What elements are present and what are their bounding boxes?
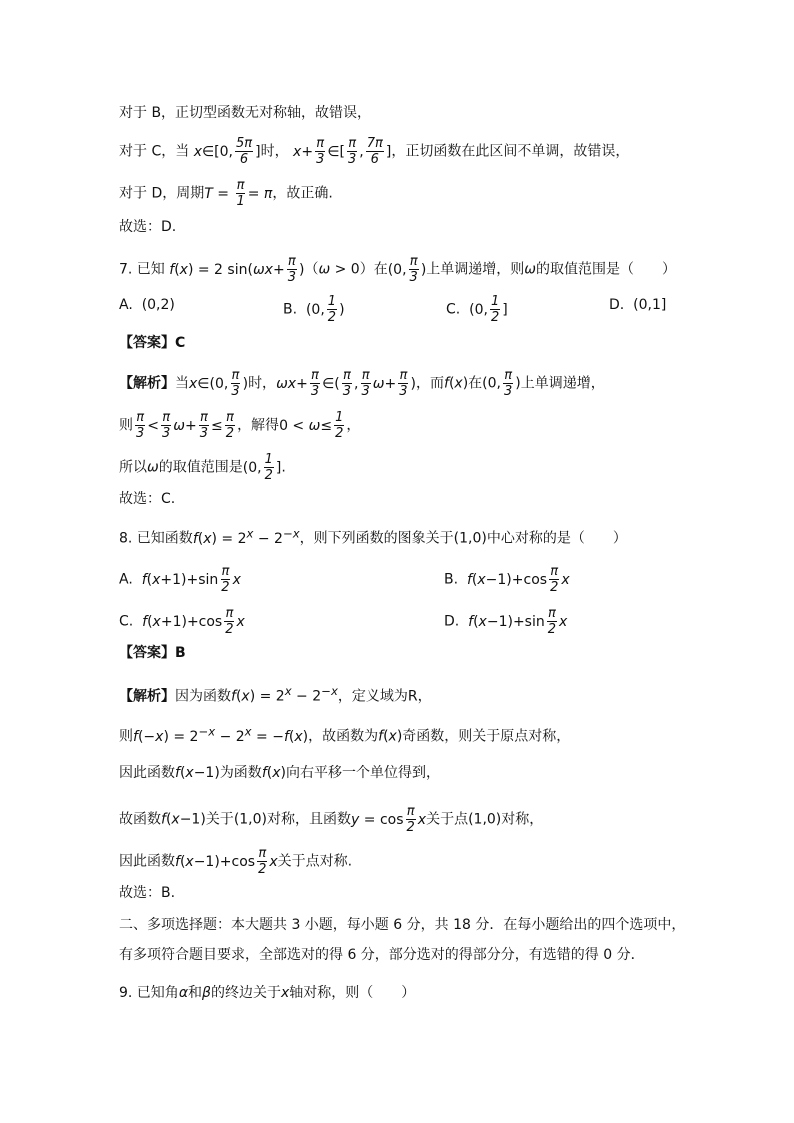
q8-answer: 【答案】B bbox=[119, 645, 186, 661]
math-x-in: x∈(0, $\frac{\pi}{3}$ ) bbox=[189, 368, 249, 399]
math-opt-a: f(x+1)+sin $\frac{\pi}{2}$ x bbox=[141, 564, 241, 595]
q7-analysis-1: 【解析】当x∈(0, $\frac{\pi}{3}$ )时，ωx+ $\frac{\pi}{3}$ ∈( $\frac{\pi}{3}$ , $\frac{\pi}{3}$ ω+ $\frac{\pi}{3}$ )，而f(x)在(0, $\frac{\pi}{3}$ )上单调递增， bbox=[119, 368, 605, 399]
q9-stem: 9. 已知角α和β的终边关于x轴对称，则（ ） bbox=[119, 985, 416, 1001]
q7-option-d: D. (0,1] bbox=[609, 297, 667, 313]
q8-choose: 故选：B. bbox=[119, 885, 176, 901]
q6-choose: 故选：D. bbox=[119, 219, 177, 235]
q6-line-c: 对于 C，当 x∈[0, $\frac{5\pi}{6}$ ]时， x+ $\frac{\pi}{3}$ ∈[ $\frac{\pi}{3}$ , $\frac{7\pi}{6}$ ]，正切函数在此区间不单调，故错误， bbox=[119, 136, 630, 167]
section-2-heading-line-1: 二、多项选择题：本大题共 3 小题，每小题 6 分，共 18 分．在每小题给出的四个选项中， bbox=[119, 917, 686, 933]
math-omega: ω bbox=[524, 261, 537, 278]
math-opt-b: (0, $\frac{1}{2}$ ) bbox=[305, 294, 345, 325]
math-x-in-interval: x∈[0, $\frac{5\pi}{6}$ ] bbox=[193, 136, 261, 167]
q7-option-a: A. (0,2) bbox=[119, 297, 175, 313]
math-x-plus-pi3: x+ $\frac{\pi}{3}$ ∈[ $\frac{\pi}{3}$ , $\frac{7\pi}{6}$ ] bbox=[293, 136, 392, 167]
math-range: ωx+ $\frac{\pi}{3}$ ∈( $\frac{\pi}{3}$ , $\frac{\pi}{3}$ ω+ $\frac{\pi}{3}$ ) bbox=[276, 368, 416, 399]
q8-option-c: C. f(x+1)+cos $\frac{\pi}{2}$ x bbox=[119, 606, 245, 637]
q8-option-b: B. f(x−1)+cos $\frac{\pi}{2}$ x bbox=[444, 564, 570, 595]
q7-analysis-2: 则 $\frac{\pi}{3}$ < $\frac{\pi}{3}$ ω+ $\frac{\pi}{3}$ ≤ $\frac{\pi}{2}$ ，解得0 < ω≤ $\frac{1}{2}$ ， bbox=[119, 410, 361, 441]
q7-choose: 故选：C. bbox=[119, 491, 176, 507]
math-f-def: f(x) = 2 sin(ωx+ $\frac{\pi}{3}$ ) bbox=[169, 254, 305, 285]
q8-analysis-4: 故函数f(x−1)关于(1,0)对称，且函数y = cos $\frac{\pi}{2}$ x关于点(1,0)对称， bbox=[119, 804, 544, 835]
math-omega-pos: ω > 0 bbox=[318, 261, 360, 278]
q8-analysis-2: 则$f(-x) = 2^{-x} - 2^x = -f(x)$，故函数为f(x)奇函数，则关于原点对称， bbox=[119, 724, 571, 745]
q7-analysis-3: 所以ω的取值范围是(0, $\frac{1}{2}$ ]. bbox=[119, 452, 286, 483]
math-interval: (0, $\frac{\pi}{3}$ ) bbox=[387, 254, 427, 285]
q8-stem: 8. 已知函数$f(x) = 2^x - 2^{-x}$，则下列函数的图象关于(1,0)中心对称的是（ ） bbox=[119, 526, 627, 547]
math-odd: $f(-x) = 2^{-x} - 2^x = -f(x)$ bbox=[133, 724, 309, 745]
q8-option-a: A. f(x+1)+sin $\frac{\pi}{2}$ x bbox=[119, 564, 241, 595]
q8-option-d: D. f(x−1)+sin $\frac{\pi}{2}$ x bbox=[444, 606, 568, 637]
q7-answer: 【答案】C bbox=[119, 335, 186, 351]
math-cos: y = cos $\frac{\pi}{2}$ x bbox=[351, 804, 427, 835]
q8-analysis-1: 【解析】因为函数$f(x) = 2^x - 2^{-x}$，定义域为R， bbox=[119, 684, 432, 705]
math-inequality: $\frac{\pi}{3}$ < $\frac{\pi}{3}$ ω+ $\frac{\pi}{3}$ ≤ $\frac{\pi}{2}$ bbox=[136, 410, 235, 441]
q7-option-b: B. (0, $\frac{1}{2}$ ) bbox=[283, 294, 345, 325]
q6-line-d: 对于 D，周期T = $\frac{\pi}{1}$ = π，故正确. bbox=[119, 178, 333, 209]
math-opt-c: f(x+1)+cos $\frac{\pi}{2}$ x bbox=[142, 606, 245, 637]
section-2-heading-line-2: 有多项符合题目要求，全部选对的得 6 分，部分选对的得部分分，有选错的得 0 分． bbox=[119, 947, 645, 963]
q7-option-c: C. (0, $\frac{1}{2}$ ] bbox=[446, 294, 508, 325]
math-combined: f(x−1)+cos $\frac{\pi}{2}$ x bbox=[175, 846, 278, 877]
math-result: (0, $\frac{1}{2}$ ] bbox=[242, 452, 282, 483]
q6-line-b: 对于 B，正切型函数无对称轴，故错误， bbox=[119, 105, 372, 121]
q8-analysis-3: 因此函数f(x−1)为函数f(x)向右平移一个单位得到， bbox=[119, 765, 440, 781]
math-point: (1,0) bbox=[453, 530, 487, 547]
math-opt-c: (0, $\frac{1}{2}$ ] bbox=[469, 294, 508, 325]
math-period: T = $\frac{\pi}{1}$ = π bbox=[204, 178, 273, 209]
q8-analysis-5: 因此函数f(x−1)+cos $\frac{\pi}{2}$ x关于点对称. bbox=[119, 846, 353, 877]
math-solution: 0 < ω≤ $\frac{1}{2}$ bbox=[279, 410, 344, 441]
q7-stem: 7. 已知 f(x) = 2 sin(ωx+ $\frac{\pi}{3}$ )（ω > 0）在(0, $\frac{\pi}{3}$ )上单调递增，则ω的取值范围是（ ） bbox=[119, 254, 677, 285]
math-opt-b: f(x−1)+cos $\frac{\pi}{2}$ x bbox=[466, 564, 570, 595]
math-f-def: $f(x) = 2^x - 2^{-x}$ bbox=[192, 526, 300, 547]
math-opt-d: f(x−1)+sin $\frac{\pi}{2}$ x bbox=[468, 606, 568, 637]
